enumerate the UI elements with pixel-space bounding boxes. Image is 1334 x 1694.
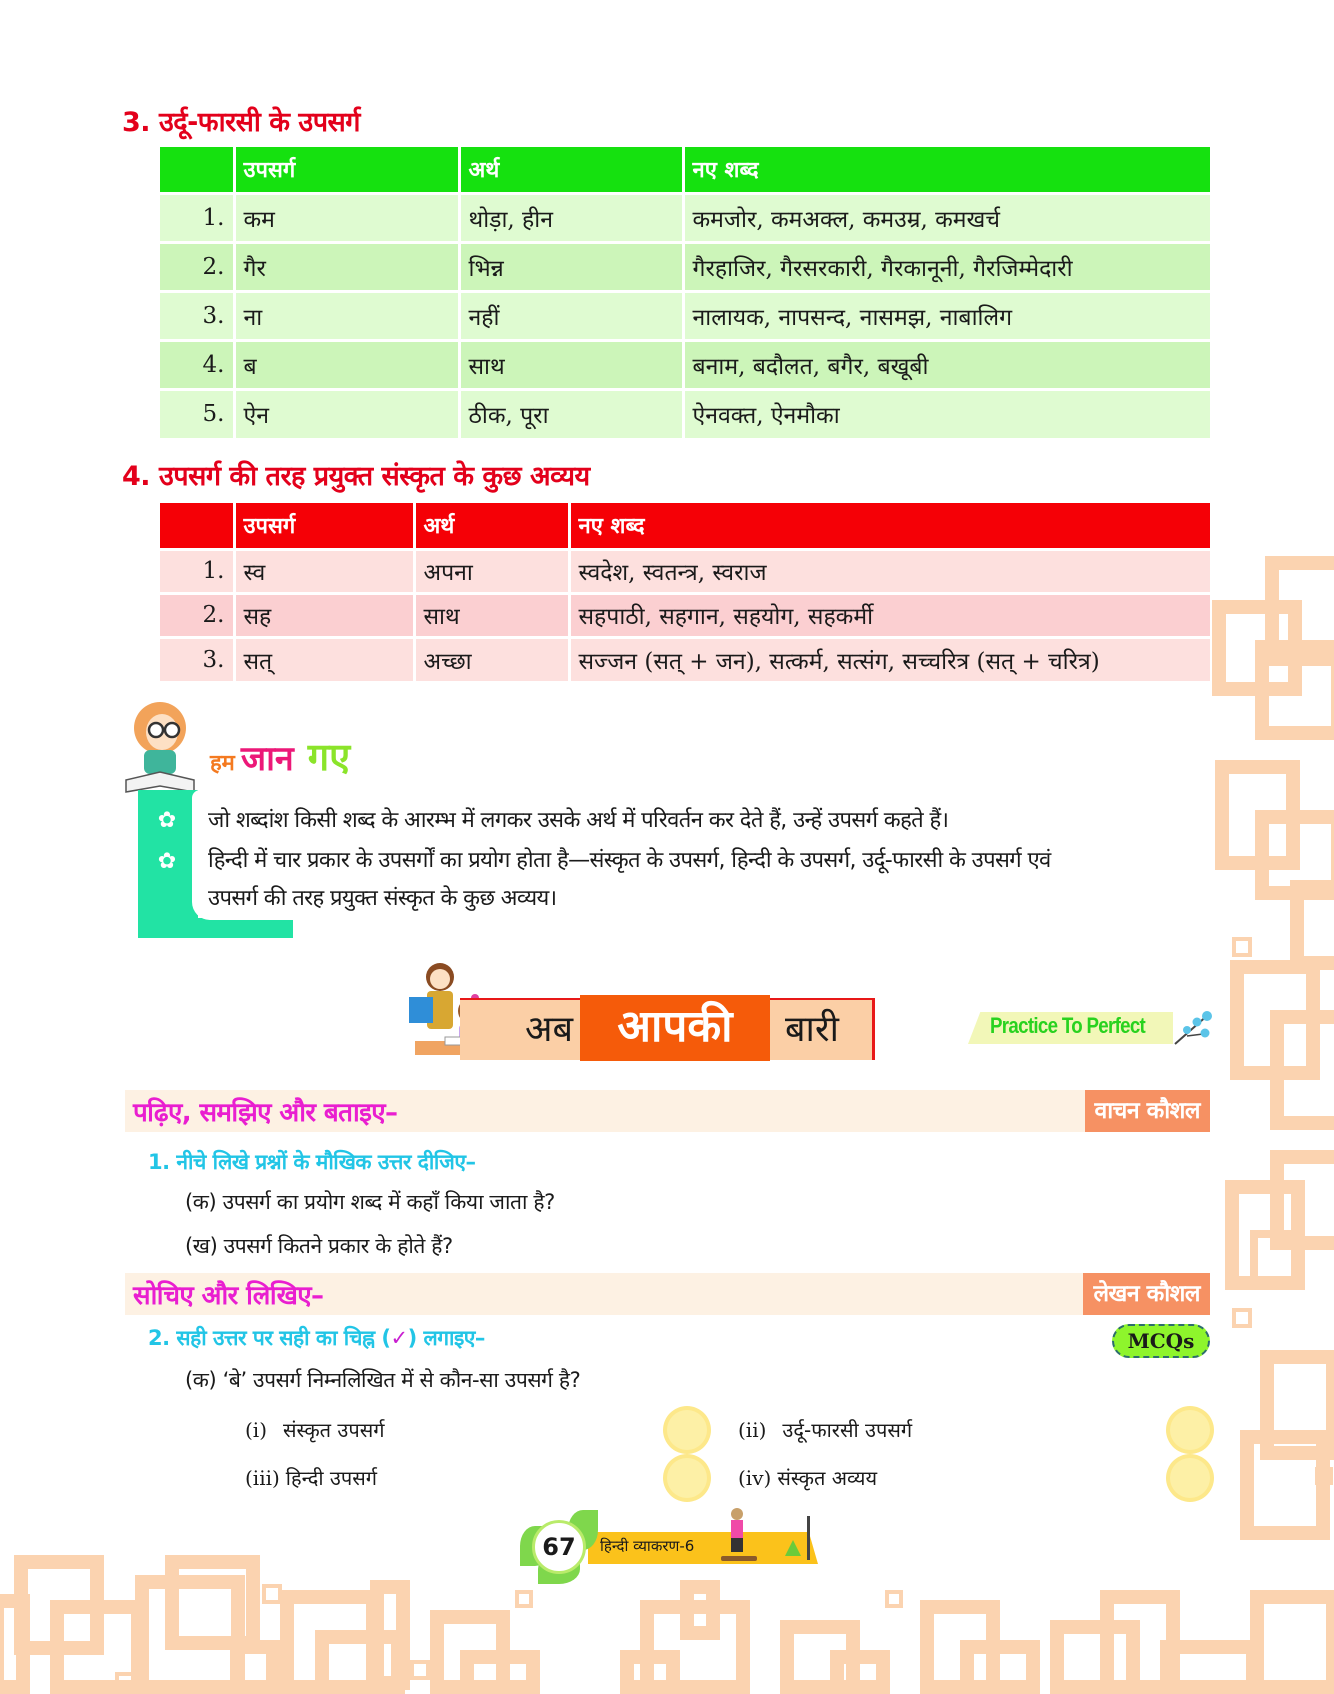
header-serial (160, 503, 234, 549)
table-row (160, 291, 1210, 340)
panel-accent-base (138, 918, 293, 938)
cell-prefix: ब (234, 340, 459, 389)
decor-square (370, 1580, 410, 1690)
cell-meaning: नहीं (459, 291, 683, 340)
decor-square (115, 1672, 135, 1694)
writing-section-title: सोचिए और लिखिए– (133, 1281, 324, 1311)
cell-prefix: गैर (234, 242, 459, 291)
decor-square (960, 1640, 1040, 1694)
we-learned-word-2: जान (240, 739, 294, 779)
cell-meaning: साथ (414, 593, 569, 637)
header-new-words: नए शब्द (683, 147, 1210, 193)
option-label: उर्दू-फारसी उपसर्ग (782, 1418, 913, 1442)
header-serial (160, 147, 234, 193)
decor-square (460, 1650, 540, 1694)
banner-word-ab: अब (525, 1009, 574, 1050)
girl-reading-illustration (120, 700, 200, 800)
cell-words: सज्जन (सत् + जन), सत्कर्म, सत्संग, सच्चरित्र (सत् + चरित्र) (569, 637, 1210, 681)
cell-meaning: अच्छा (414, 637, 569, 681)
sanskrit-indeclinable-table (160, 503, 1210, 681)
option-number: (i) (245, 1418, 268, 1442)
cell-num: 2. (160, 242, 234, 291)
decor-square (1160, 1640, 1260, 1694)
header-prefix: उपसर्ग (234, 147, 459, 193)
cell-prefix: सह (234, 593, 414, 637)
decor-square (410, 1660, 430, 1680)
cell-prefix: ऐन (234, 389, 459, 438)
decor-square (885, 1590, 903, 1608)
decor-square (680, 1580, 720, 1640)
decor-square (515, 1590, 533, 1608)
cell-prefix: सत् (234, 637, 414, 681)
checkmark-icon: ✓ (390, 1326, 408, 1350)
cell-words: नालायक, नापसन्द, नासमझ, नाबालिग (683, 291, 1210, 340)
we-learned-title (210, 730, 350, 782)
page-number-badge (520, 1506, 598, 1586)
header-meaning: अर्थ (459, 147, 683, 193)
mcq-option-4[interactable] (738, 1464, 877, 1491)
oral-question-kha: (ख) उपसर्ग कितने प्रकार के होते हैं? (185, 1234, 453, 1258)
decor-square (1290, 880, 1334, 970)
page-number: 67 (532, 1520, 586, 1574)
reading-section-band (125, 1090, 1210, 1132)
skateboarder-illustration (715, 1506, 815, 1568)
mcq-option-3[interactable] (245, 1464, 377, 1491)
mcq-question-ka: (क) ‘बे’ उपसर्ग निम्नलिखित में से कौन-सा उपसर्ग है? (185, 1368, 581, 1392)
answer-checkbox-2[interactable] (1170, 1410, 1210, 1450)
option-number: (iii) (245, 1466, 280, 1490)
urdu-persian-prefix-table (160, 147, 1210, 438)
decor-square (1255, 640, 1334, 740)
writing-skill-tag: लेखन कौशल (1083, 1273, 1210, 1315)
cell-words: स्वदेश, स्वतन्त्र, स्वराज (569, 549, 1210, 593)
flower-icon: ✿ (157, 849, 177, 874)
cell-num: 3. (160, 291, 234, 340)
banner-word-aapki: आपकी (580, 995, 770, 1061)
cell-prefix: स्व (234, 549, 414, 593)
banner-word-bari: बारी (785, 1009, 839, 1050)
section-heading-sanskrit-indeclinables: 4. उपसर्ग की तरह प्रयुक्त संस्कृत के कुछ अव्यय (122, 461, 590, 492)
decor-square (165, 1555, 260, 1650)
option-label: संस्कृत उपसर्ग (283, 1418, 385, 1442)
oral-questions-heading: 1. नीचे लिखे प्रश्नों के मौखिक उत्तर दीजिए– (148, 1150, 476, 1174)
your-turn-banner (405, 955, 880, 1060)
header-prefix: उपसर्ग (234, 503, 414, 549)
cell-meaning: थोड़ा, हीन (459, 193, 683, 242)
answer-checkbox-1[interactable] (667, 1410, 707, 1450)
mcq-instruction-pre: 2. सही उत्तर पर सही का चिह्न ( (148, 1326, 391, 1350)
cell-num: 5. (160, 389, 234, 438)
cell-words: ऐनवक्त, ऐनमौका (683, 389, 1210, 438)
reading-skill-tag: वाचन कौशल (1085, 1090, 1210, 1132)
table-header-row (160, 147, 1210, 193)
mcq-option-2[interactable] (738, 1416, 912, 1443)
header-new-words: नए शब्द (569, 503, 1210, 549)
cell-prefix: ना (234, 291, 459, 340)
decor-square (1240, 1430, 1330, 1540)
writing-section-band (125, 1273, 1210, 1315)
cell-words: बनाम, बदौलत, बगैर, बखूबी (683, 340, 1210, 389)
section-heading-urdu-persian-prefixes: 3. उर्दू-फारसी के उपसर्ग (122, 107, 361, 138)
cell-words: सहपाठी, सहगान, सहयोग, सहकर्मी (569, 593, 1210, 637)
table-row (160, 389, 1210, 438)
decor-square (1270, 1010, 1334, 1130)
flower-icon: ✿ (157, 808, 177, 833)
book-title: हिन्दी व्याकरण-6 (600, 1537, 695, 1555)
cell-prefix: कम (234, 193, 459, 242)
summary-point-1: जो शब्दांश किसी शब्द के आरम्भ में लगकर उसके अर्थ में परिवर्तन कर देते हैं, उन्हें उपसर्ग कहते हैं। (208, 808, 949, 833)
cell-meaning: भिन्न (459, 242, 683, 291)
answer-checkbox-4[interactable] (1170, 1458, 1210, 1498)
table-row (160, 637, 1210, 681)
cell-num: 1. (160, 549, 234, 593)
summary-point-2-continued: उपसर्ग की तरह प्रयुक्त संस्कृत के कुछ अव्यय। (208, 886, 557, 911)
we-learned-summary-panel (138, 790, 1208, 938)
practice-text: Practice To Perfect (990, 1013, 1146, 1038)
we-learned-word-1: हम (210, 751, 235, 776)
cell-meaning: साथ (459, 340, 683, 389)
cell-num: 2. (160, 593, 234, 637)
option-number: (iv) (738, 1466, 772, 1490)
cell-num: 1. (160, 193, 234, 242)
table-row (160, 593, 1210, 637)
decor-square (230, 1640, 280, 1694)
option-label: संस्कृत अव्यय (777, 1466, 878, 1490)
table-row (160, 193, 1210, 242)
oral-question-ka: (क) उपसर्ग का प्रयोग शब्द में कहाँ किया जाता है? (185, 1190, 555, 1214)
decor-square (620, 1650, 680, 1694)
practice-to-perfect-banner (968, 1010, 1213, 1046)
mcqs-badge: MCQs (1112, 1324, 1210, 1358)
cell-words: कमजोर, कमअक्ल, कमउम्र, कमखर्च (683, 193, 1210, 242)
mcq-instruction-post: ) लगाइए– (407, 1326, 485, 1350)
decor-square (1315, 1467, 1333, 1485)
cell-num: 3. (160, 637, 234, 681)
reading-section-title: पढ़िए, समझिए और बताइए– (133, 1098, 398, 1128)
cell-meaning: अपना (414, 549, 569, 593)
mcq-instruction-heading (148, 1324, 485, 1352)
decor-square (1250, 1590, 1334, 1694)
flower-sprig-icon (1173, 1010, 1213, 1046)
we-learned-word-3: गए (307, 735, 351, 779)
table-row (160, 549, 1210, 593)
decor-square (1232, 937, 1252, 957)
header-meaning: अर्थ (414, 503, 569, 549)
answer-checkbox-3[interactable] (667, 1458, 707, 1498)
decor-square (262, 1584, 282, 1604)
option-number: (ii) (738, 1418, 767, 1442)
table-row (160, 340, 1210, 389)
table-header-row (160, 503, 1210, 549)
decor-square (1250, 1230, 1300, 1290)
decor-square (1232, 1308, 1252, 1328)
table-row (160, 242, 1210, 291)
summary-point-2: हिन्दी में चार प्रकार के उपसर्गों का प्रयोग होता है—संस्कृत के उपसर्ग, हिन्दी के उपसर्ग, उर्दू-फारसी के उपसर्ग एवं (208, 848, 1051, 873)
decor-square (830, 1650, 890, 1694)
option-label: हिन्दी उपसर्ग (285, 1466, 378, 1490)
cell-words: गैरहाजिर, गैरसरकारी, गैरकानूनी, गैरजिम्मेदारी (683, 242, 1210, 291)
mcq-option-1[interactable] (245, 1416, 385, 1443)
cell-meaning: ठीक, पूरा (459, 389, 683, 438)
cell-num: 4. (160, 340, 234, 389)
